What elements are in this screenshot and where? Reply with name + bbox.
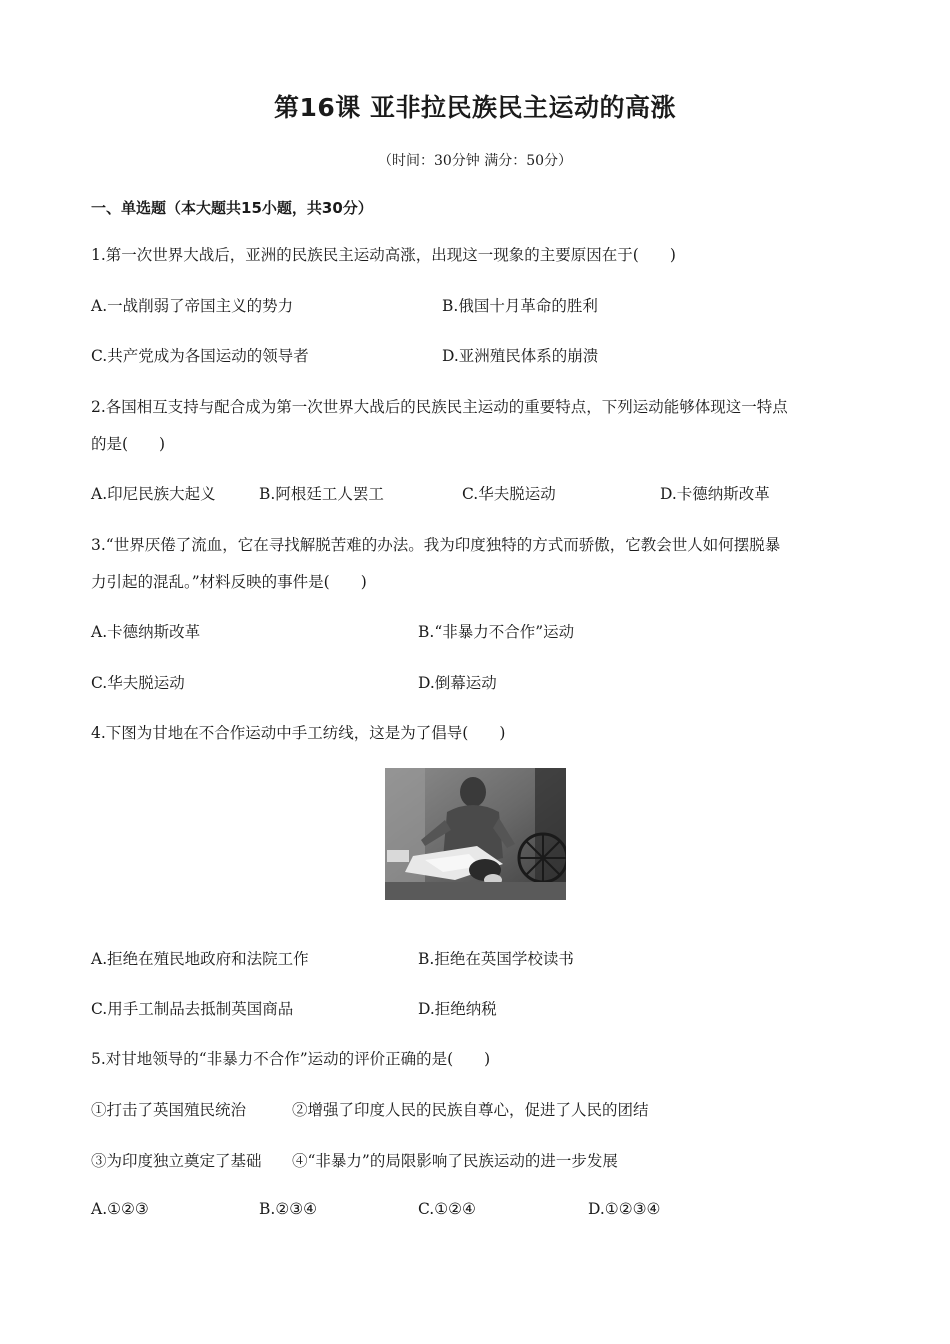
q1-option-a: A.一战削弱了帝国主义的势力 <box>91 297 294 315</box>
q2-option-d: D.卡德纳斯改革 <box>660 485 770 503</box>
q3-stem-line1: 3.“世界厌倦了流血，它在寻找解脱苦难的办法。我为印度独特的方式而骄傲，它教会世人如何摆脱暴 <box>91 536 781 554</box>
q1-stem: 1.第一次世界大战后，亚洲的民族民主运动高涨，出现这一现象的主要原因在于( ) <box>91 246 676 264</box>
q4-option-c: C.用手工制品去抵制英国商品 <box>91 1000 294 1018</box>
q3-stem-line2: 力引起的混乱。”材料反映的事件是( ) <box>91 573 367 591</box>
q5-stem: 5.对甘地领导的“非暴力不合作”运动的评价正确的是( ) <box>91 1050 491 1068</box>
lesson-title: 第16课 亚非拉民族民主运动的高涨 <box>274 93 676 122</box>
q4-option-d: D.拒绝纳税 <box>418 1000 497 1018</box>
q5-option-a: A.①②③ <box>91 1200 149 1218</box>
q5-item-2: ②增强了印度人民的民族自尊心，促进了人民的团结 <box>292 1101 649 1119</box>
q1-option-d: D.亚洲殖民体系的崩溃 <box>442 347 599 365</box>
exam-info: （时间：30分钟 满分：50分） <box>377 153 573 169</box>
q3-option-d: D.倒幕运动 <box>418 674 497 692</box>
q1-option-b: B.俄国十月革命的胜利 <box>442 297 598 315</box>
section-heading: 一、单选题（本大题共15小题，共30分） <box>91 199 373 217</box>
q3-option-b: B.“非暴力不合作”运动 <box>418 623 575 641</box>
q2-option-c: C.华夫脱运动 <box>462 485 556 503</box>
q5-option-d: D.①②③④ <box>588 1200 661 1218</box>
q2-option-b: B.阿根廷工人罢工 <box>259 485 384 503</box>
q3-option-c: C.华夫脱运动 <box>91 674 185 692</box>
q1-option-c: C.共产党成为各国运动的领导者 <box>91 347 309 365</box>
q4-option-b: B.拒绝在英国学校读书 <box>418 950 574 968</box>
q4-stem: 4.下图为甘地在不合作运动中手工纺线，这是为了倡导( ) <box>91 724 506 742</box>
gandhi-spinning-photo <box>385 768 566 900</box>
q2-option-a: A.印尼民族大起义 <box>91 485 216 503</box>
q4-option-a: A.拒绝在殖民地政府和法院工作 <box>91 950 309 968</box>
q5-item-4: ④“非暴力”的局限影响了民族运动的进一步发展 <box>292 1152 618 1170</box>
q3-option-a: A.卡德纳斯改革 <box>91 623 201 641</box>
q5-option-b: B.②③④ <box>259 1200 318 1218</box>
q5-item-3: ③为印度独立奠定了基础 <box>91 1152 262 1170</box>
photo-illustration <box>385 768 566 900</box>
q5-option-c: C.①②④ <box>418 1200 476 1218</box>
q5-item-1: ①打击了英国殖民统治 <box>91 1101 247 1119</box>
q2-stem-line2: 的是( ) <box>91 435 166 453</box>
q2-stem-line1: 2.各国相互支持与配合成为第一次世界大战后的民族民主运动的重要特点，下列运动能够体现这一特点 <box>91 398 788 416</box>
